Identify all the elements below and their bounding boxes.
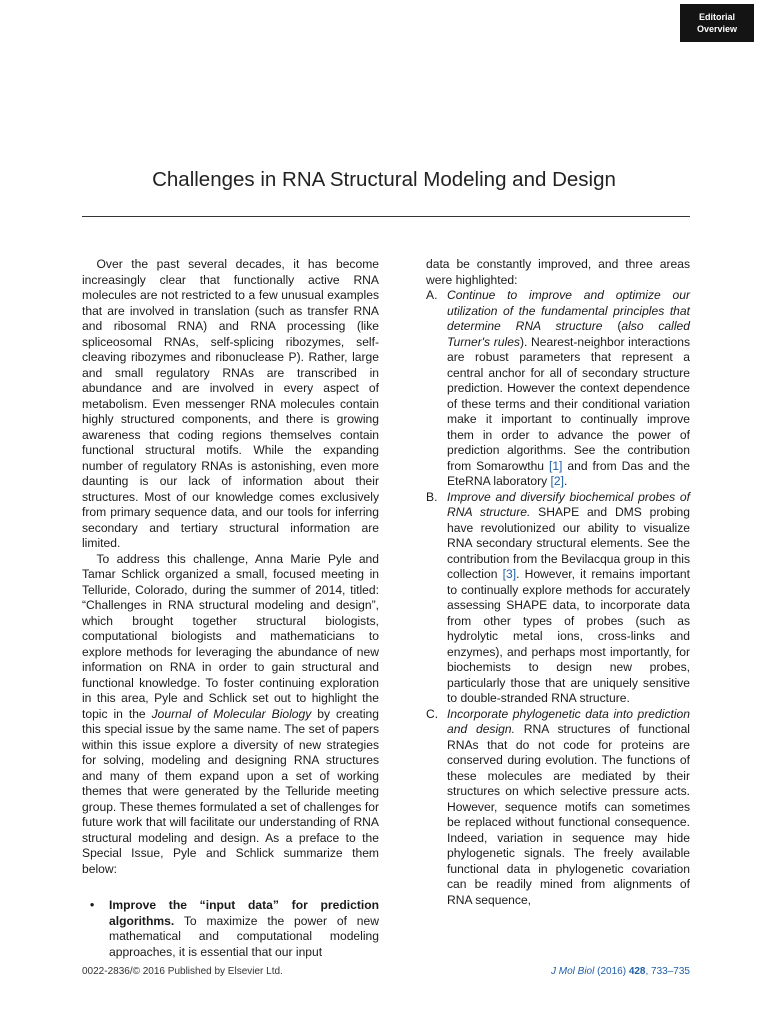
paragraph-meeting-text-b: by creating this special issue by the same name. The set of papers within this issue explore a diversity of new strategies for solving, modeling and designing RNA structures and many of them expand upon a set of working themes that were generated by the Telluride meeting group. These themes formulated a set of challenges for future work that will facilitate our understanding of RNA structural modeling and design. As a preface to the Special Issue, Pyle and Schlick summarize them below: (82, 706, 379, 876)
list-item-c (426, 707, 690, 909)
bullet-heading: Improve the “input data” for prediction algorithms. (109, 898, 379, 928)
item-c-heading: Incorporate phylogenetic data into prediction and design. (447, 706, 690, 736)
badge-line-1: Editorial (698, 12, 735, 22)
list-intro: data be constantly improved, and three areas were highlighted: (426, 257, 690, 287)
item-b-text-2: . However, it remains important to continually explore methods for accurately assessing SHAPE data, to incorporate data from other types of probes (such as hydrolytic metal ions, cross-links and enzymes), and perhaps most importantly, for biochemists to design new probes, particularly those that are uniquely sensitive to double-stranded RNA structure. (447, 567, 691, 705)
right-column (426, 257, 690, 908)
item-b-heading: Improve and diversify biochemical probes of RNA structure. (447, 489, 690, 519)
footer-journal[interactable]: J Mol Biol (550, 966, 595, 977)
citation-1-link[interactable]: [1] (548, 458, 563, 473)
title-divider (82, 216, 690, 217)
item-b-text: SHAPE and DMS probing have revolutionized our ability to visualize RNA secondary structural elements. See the contribution from the Bevilacqua group in this collection (447, 505, 690, 581)
item-a-heading: Continue to improve and optimize our utilization of the fundamental principles that determine RNA structure (447, 288, 690, 333)
list-item-b (426, 490, 690, 707)
footer-year: (2016) (594, 966, 629, 977)
item-c-text: RNA structures of functional RNAs that do not code for proteins are conserved during evolution. The functions of these molecules are mediated by their structures on which selective pressure acts. However, sequence motifs can sometimes be replaced without functional consequence. Indeed, variation in sequence may hide phylogenetic signals. The freely available functional data in phylogenetic covariation can be readily mined from alignments of RNA sequence, (447, 722, 690, 907)
citation-3-link[interactable]: [3] (502, 567, 517, 581)
item-a-letter: A. (426, 288, 438, 302)
bullet-item-input-data (82, 898, 379, 960)
editorial-overview-badge (680, 4, 754, 42)
footer-pages: , 733–735 (645, 966, 690, 977)
footer-citation (551, 966, 690, 977)
item-b-letter: B. (426, 489, 438, 504)
paragraph-meeting (82, 552, 379, 878)
item-a-paren: ( (602, 319, 622, 333)
bullet-marker: • (90, 898, 95, 912)
citation-2-link[interactable]: [2] (550, 474, 564, 488)
article-title: Challenges in RNA Structural Modeling and Design (152, 168, 616, 191)
item-c-letter: C. (426, 706, 439, 721)
footer-copyright: 0022-2836/© 2016 Published by Elsevier Ltd. (82, 966, 283, 977)
footer-volume: 428 (628, 966, 646, 977)
item-a-turner: also called Turner's rules (447, 319, 690, 349)
paragraph-meeting-text-a: To address this challenge, Anna Marie Pyle and Tamar Schlick organized a small, focused meeting in Telluride, Colorado, during the summer of 2014, titled: “Challenges in RNA structural modeling and design”, which brought together structural biologists, computational biologists and mathematicians to explore methods for leveraging the abundance of new information on RNA in order to gain structural and functional knowledge. To foster continuing exploration in this area, Pyle and Schlick set out to highlight the topic in the (82, 551, 379, 721)
list-item-a (426, 288, 690, 490)
journal-name: Journal of Molecular Biology (151, 706, 312, 721)
bullet-text: To maximize the power of new mathematical and computational modeling approaches, it is essential that our input (109, 913, 379, 959)
item-a-text-2: and from Das and the EteRNA laboratory (447, 458, 690, 488)
badge-line-2: Overview (696, 24, 738, 34)
item-a-end: . (563, 474, 568, 488)
paragraph-intro: Over the past several decades, it has become increasingly clear that functionally active RNA molecules are not restricted to a few unusual examples that are involved in translation (such as transfer RNA and ribosomal RNA) and RNA processing (like spliceosomal RNAs, self-splicing ribozymes, self-cleaving ribozymes and ribonuclease P). Rather, large and small regulatory RNAs are transcribed in abundance and are involved in every aspect of metabolism. Even messenger RNA molecules contain highly structured components, and there is growing awareness that coding regions themselves contain functional structural motifs. While the expanding number of regulatory RNAs is astonishing, even more daunting is our lack of information about their structures. Most of our knowledge comes exclusively from primary sequence data, and our tools for inferring secondary and tertiary structural information are limited. (82, 257, 379, 550)
item-a-text: ). Nearest-neighbor interactions are robust parameters that represent a central anchor for all of secondary structure prediction. However the context dependence of these terms and their conditional variation make it important to continually improve them in order to advance the power of prediction algorithms. See the contribution from Somarowthu (447, 334, 690, 473)
left-column (82, 257, 379, 960)
